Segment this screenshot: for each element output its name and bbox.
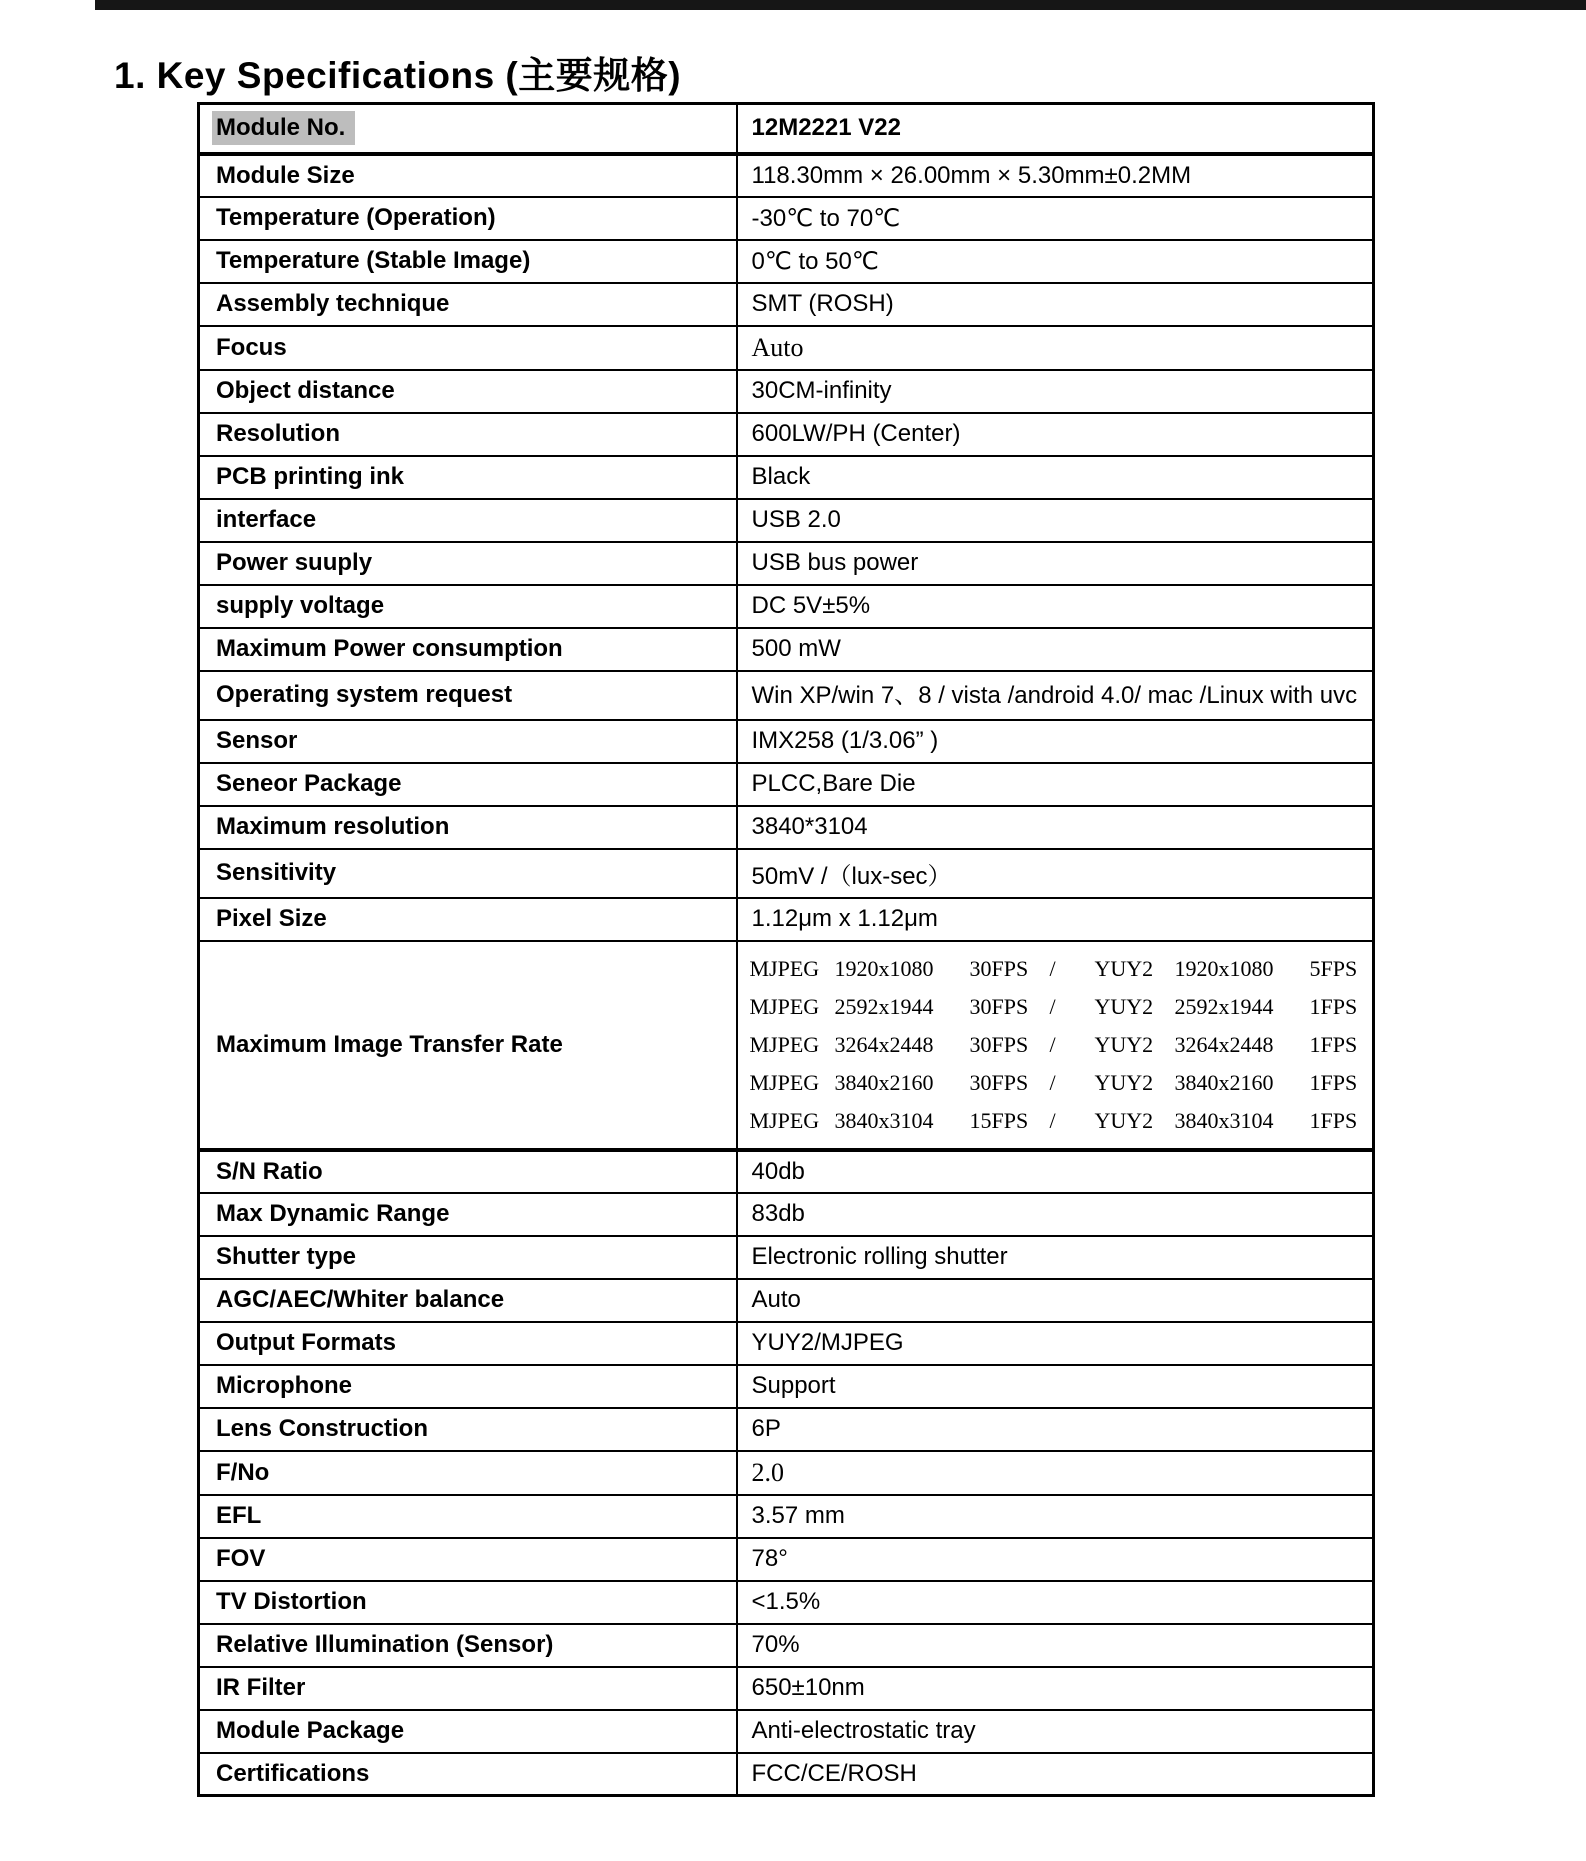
spec-value: Support (751, 1372, 836, 1399)
spec-label-cell (199, 413, 737, 456)
transfer-rate-token: 30FPS (969, 955, 1029, 981)
transfer-rate-token: 30FPS (969, 1031, 1029, 1057)
transfer-rate-token: 30FPS (969, 993, 1029, 1019)
table-row (199, 1753, 1374, 1796)
table-row (199, 898, 1374, 941)
spec-label-cell (199, 197, 737, 240)
spec-label: Power suuply (216, 549, 373, 576)
spec-value: 12M2221 V22 (751, 114, 901, 142)
transfer-rate-line (750, 1064, 1363, 1102)
table-row (199, 283, 1374, 326)
spec-value: 650±10nm (751, 1674, 865, 1701)
transfer-rate-token: YUY2 (1094, 955, 1154, 981)
spec-value-cell (737, 720, 1374, 763)
spec-value-cell (737, 1667, 1374, 1710)
spec-label-cell (199, 104, 737, 154)
spec-value-cell (737, 585, 1374, 628)
spec-label-cell (199, 628, 737, 671)
table-row (199, 628, 1374, 671)
spec-value: YUY2/MJPEG (751, 1329, 904, 1356)
transfer-rate-token: MJPEG (749, 1031, 820, 1057)
table-row (199, 849, 1374, 898)
spec-label: Assembly technique (216, 290, 450, 317)
table-row (199, 1538, 1374, 1581)
spec-value: 500 mW (751, 635, 841, 662)
spec-value-cell (737, 283, 1374, 326)
spec-label-cell (199, 941, 737, 1150)
spec-label: AGC/AEC/Whiter balance (216, 1286, 505, 1313)
spec-label-cell (199, 542, 737, 585)
spec-value-cell (737, 542, 1374, 585)
spec-value-cell (737, 1538, 1374, 1581)
spec-value-cell (737, 806, 1374, 849)
spec-value-cell (737, 898, 1374, 941)
spec-label: Temperature (Operation) (216, 204, 496, 231)
spec-value-cell (737, 1408, 1374, 1451)
spec-value: DC 5V±5% (751, 592, 871, 619)
table-row (199, 720, 1374, 763)
spec-value: 70% (751, 1631, 800, 1658)
spec-value-cell (737, 1322, 1374, 1365)
spec-value: 1.12μm x 1.12μm (751, 905, 938, 932)
transfer-rate-token: MJPEG (749, 955, 820, 981)
spec-label: Maximum Image Transfer Rate (216, 1030, 563, 1058)
table-row (199, 197, 1374, 240)
transfer-rate-token: 30FPS (969, 1069, 1029, 1095)
spec-label: supply voltage (216, 592, 385, 619)
transfer-rate-token: MJPEG (749, 1069, 820, 1095)
spec-label-cell (199, 499, 737, 542)
transfer-rate-token: 3840x2160 (1174, 1069, 1274, 1095)
spec-value: USB bus power (751, 549, 919, 576)
table-row (199, 1322, 1374, 1365)
spec-label-cell (199, 671, 737, 720)
spec-value-cell (737, 240, 1374, 283)
spec-value: Win XP/win 7、8 / vista /android 4.0/ mac /Linux with uvc (751, 681, 1358, 709)
table-row (199, 585, 1374, 628)
spec-value: Electronic rolling shutter (751, 1243, 1008, 1270)
spec-value: 78° (751, 1545, 788, 1572)
spec-label-cell (199, 283, 737, 326)
transfer-rate-token: / (1049, 1069, 1056, 1095)
spec-label-cell (199, 1581, 737, 1624)
transfer-rate-token: / (1049, 1107, 1056, 1133)
spec-value-cell (737, 326, 1374, 370)
table-row (199, 370, 1374, 413)
top-rule (95, 0, 1586, 10)
spec-label: Max Dynamic Range (216, 1200, 450, 1227)
spec-label-cell (199, 326, 737, 370)
spec-value-cell (737, 456, 1374, 499)
spec-value: 50mV /（lux-sec） (751, 862, 952, 890)
spec-value-cell (737, 1279, 1374, 1322)
spec-label-cell (199, 154, 737, 197)
spec-value-cell (737, 1193, 1374, 1236)
table-row (199, 1408, 1374, 1451)
spec-value: -30℃ to 70℃ (751, 204, 901, 232)
spec-value-cell (737, 370, 1374, 413)
spec-label: Sensitivity (216, 859, 337, 886)
table-row (199, 1193, 1374, 1236)
spec-label: Pixel Size (216, 905, 327, 932)
transfer-rate-token: 3840x3104 (834, 1107, 934, 1133)
table-row (199, 941, 1374, 1150)
spec-label-cell (199, 1193, 737, 1236)
table-row (199, 326, 1374, 370)
spec-label-cell (199, 585, 737, 628)
transfer-rate-token: 2592x1944 (834, 993, 934, 1019)
spec-value-cell (737, 1365, 1374, 1408)
spec-label-cell (199, 898, 737, 941)
transfer-rate-token: 1FPS (1309, 1107, 1358, 1133)
table-row (199, 1279, 1374, 1322)
transfer-rate-token: 3840x3104 (1174, 1107, 1274, 1133)
spec-label: Object distance (216, 377, 395, 404)
spec-table-body (199, 104, 1374, 1796)
table-row (199, 1624, 1374, 1667)
spec-value-cell (737, 1581, 1374, 1624)
spec-label: S/N Ratio (216, 1157, 323, 1185)
spec-value-cell (737, 1495, 1374, 1538)
spec-value: 600LW/PH (Center) (751, 420, 961, 447)
spec-label: F/No (216, 1458, 270, 1486)
transfer-rate-token: 2592x1944 (1174, 993, 1274, 1019)
spec-value-cell (737, 1710, 1374, 1753)
transfer-rate-token: 3264x2448 (1174, 1031, 1274, 1057)
transfer-rate-token: YUY2 (1094, 1031, 1154, 1057)
spec-label: TV Distortion (216, 1588, 367, 1615)
table-row (199, 1451, 1374, 1495)
spec-label-cell (199, 1236, 737, 1279)
transfer-rate-token: / (1049, 1031, 1056, 1057)
table-row (199, 240, 1374, 283)
transfer-rate-token: 15FPS (969, 1107, 1029, 1133)
transfer-rate-token: 3264x2448 (834, 1031, 934, 1057)
spec-value-cell (737, 154, 1374, 197)
spec-label: Module Package (216, 1717, 405, 1744)
spec-label-cell (199, 1710, 737, 1753)
table-row (199, 1365, 1374, 1408)
spec-label-cell (199, 1495, 737, 1538)
spec-label: FOV (216, 1545, 266, 1572)
spec-label: Shutter type (216, 1243, 357, 1270)
transfer-rate-line (750, 988, 1363, 1026)
spec-value: 118.30mm × 26.00mm × 5.30mm±0.2MM (751, 161, 1192, 189)
spec-label-cell (199, 1624, 737, 1667)
table-row (199, 1495, 1374, 1538)
transfer-rate-token: MJPEG (749, 993, 820, 1019)
transfer-rate-token: YUY2 (1094, 1069, 1154, 1095)
spec-value-cell (737, 197, 1374, 240)
spec-value-cell (737, 1624, 1374, 1667)
spec-value: 2.0 (751, 1457, 784, 1487)
table-row (199, 456, 1374, 499)
spec-value: 40db (751, 1157, 805, 1185)
spec-label: Module No. (212, 111, 355, 145)
spec-value: Black (751, 463, 811, 490)
spec-label: Resolution (216, 420, 340, 447)
spec-value-cell (737, 628, 1374, 671)
spec-value: 3840*3104 (751, 813, 868, 840)
spec-label-cell (199, 240, 737, 283)
spec-value: 6P (751, 1415, 781, 1442)
transfer-rate-token: YUY2 (1094, 1107, 1154, 1133)
table-row (199, 499, 1374, 542)
spec-label: Seneor Package (216, 770, 402, 797)
spec-label: Sensor (216, 727, 298, 754)
table-row (199, 806, 1374, 849)
spec-label: Operating system request (216, 681, 513, 708)
transfer-rate-token: / (1049, 993, 1056, 1019)
spec-label: Focus (216, 333, 287, 361)
spec-value: USB 2.0 (751, 506, 841, 533)
spec-label: Maximum Power consumption (216, 635, 563, 662)
spec-label-cell (199, 1365, 737, 1408)
spec-label-cell (199, 720, 737, 763)
table-row (199, 104, 1374, 154)
table-row (199, 1236, 1374, 1279)
spec-label-cell (199, 1538, 737, 1581)
spec-label: Output Formats (216, 1329, 396, 1356)
spec-label-cell (199, 1753, 737, 1796)
table-row (199, 542, 1374, 585)
transfer-rate-token: 3840x2160 (834, 1069, 934, 1095)
table-row (199, 154, 1374, 197)
spec-value-cell (737, 413, 1374, 456)
spec-label: Relative Illumination (Sensor) (216, 1631, 554, 1658)
spec-label: Microphone (216, 1372, 352, 1399)
spec-label-cell (199, 370, 737, 413)
spec-label-cell (199, 849, 737, 898)
spec-value: Auto (751, 332, 804, 362)
spec-value: <1.5% (751, 1588, 821, 1615)
spec-value-cell (737, 499, 1374, 542)
table-row (199, 763, 1374, 806)
spec-label-cell (199, 1279, 737, 1322)
spec-label-cell (199, 806, 737, 849)
spec-value-cell (737, 104, 1374, 154)
spec-value-cell (737, 1753, 1374, 1796)
spec-value: FCC/CE/ROSH (751, 1759, 917, 1787)
transfer-rate-token: 1FPS (1309, 1069, 1358, 1095)
table-row (199, 413, 1374, 456)
spec-label-cell (199, 763, 737, 806)
spec-label: Certifications (216, 1759, 370, 1787)
table-row (199, 671, 1374, 720)
spec-table (197, 102, 1375, 1797)
spec-label: IR Filter (216, 1674, 306, 1701)
spec-label: PCB printing ink (216, 463, 404, 490)
spec-value: Auto (751, 1286, 801, 1313)
transfer-rate-token: 1920x1080 (1174, 955, 1274, 981)
spec-label: EFL (216, 1502, 262, 1529)
table-row (199, 1581, 1374, 1624)
spec-label-cell (199, 1150, 737, 1193)
transfer-rate-token: 1FPS (1309, 993, 1358, 1019)
spec-label: interface (216, 506, 317, 533)
transfer-rate-token: MJPEG (749, 1107, 820, 1133)
spec-label-cell (199, 1408, 737, 1451)
spec-label: Lens Construction (216, 1415, 429, 1442)
spec-value-cell (737, 1451, 1374, 1495)
transfer-rate-token: / (1049, 955, 1056, 981)
spec-value: 0℃ to 50℃ (751, 247, 879, 275)
spec-value: 30CM-infinity (751, 377, 892, 404)
transfer-rate-token: YUY2 (1094, 993, 1154, 1019)
spec-value: 83db (751, 1200, 805, 1227)
transfer-rate-token: 1FPS (1309, 1031, 1358, 1057)
spec-label-cell (199, 456, 737, 499)
transfer-rate-token: 1920x1080 (834, 955, 934, 981)
table-row (199, 1150, 1374, 1193)
spec-value-cell (737, 1150, 1374, 1193)
table-row (199, 1710, 1374, 1753)
transfer-rate-line (750, 1102, 1363, 1140)
spec-label: Module Size (216, 161, 355, 189)
spec-label-cell (199, 1451, 737, 1495)
spec-value: PLCC,Bare Die (751, 770, 916, 797)
spec-value-cell (737, 671, 1374, 720)
page-title: 1. Key Specifications (主要规格) (114, 54, 682, 96)
spec-value: IMX258 (1/3.06” ) (751, 727, 939, 754)
spec-label-cell (199, 1322, 737, 1365)
spec-value: SMT (ROSH) (751, 290, 894, 317)
spec-value-cell (737, 1236, 1374, 1279)
spec-label: Temperature (Stable Image) (216, 247, 531, 274)
transfer-rate-line (750, 1026, 1363, 1064)
transfer-rate-token: 5FPS (1309, 955, 1358, 981)
spec-value: 3.57 mm (751, 1502, 845, 1529)
spec-value-cell (737, 941, 1374, 1150)
transfer-rate-line (750, 950, 1363, 988)
spec-label-cell (199, 1667, 737, 1710)
spec-value: Anti-electrostatic tray (751, 1717, 976, 1744)
table-row (199, 1667, 1374, 1710)
spec-label: Maximum resolution (216, 813, 450, 840)
spec-value-cell (737, 763, 1374, 806)
spec-value-cell (737, 849, 1374, 898)
